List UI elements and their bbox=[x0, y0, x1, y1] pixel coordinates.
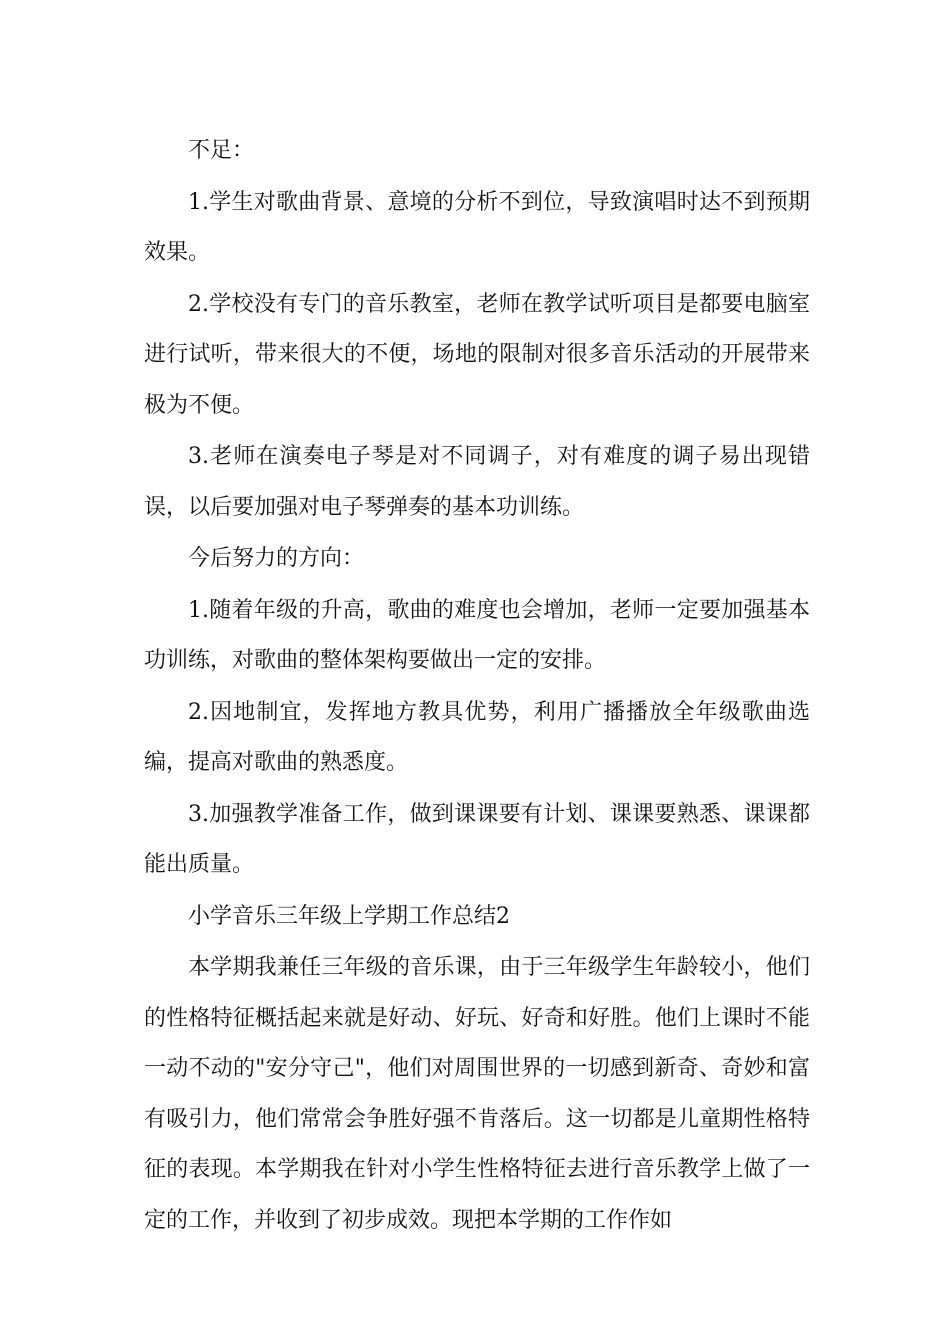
paragraph-shortcoming-3: 3.老师在演奏电子琴是对不同调子，对有难度的调子易出现错误，以后要加强对电子琴弹奏的基本功训练。 bbox=[144, 444, 810, 520]
paragraph-direction-2: 2.因地制宜，发挥地方教具优势，利用广播播放全年级歌曲选编，提高对歌曲的熟悉度。 bbox=[144, 699, 810, 775]
paragraph-shortcoming-1: 1.学生对歌曲背景、意境的分析不到位，导致演唱时达不到预期效果。 bbox=[144, 189, 810, 265]
document-body bbox=[144, 126, 810, 1247]
paragraph-summary-intro: 本学期我兼任三年级的音乐课，由于三年级学生年龄较小，他们的性格特征概括起来就是好动、好玩、好奇和好胜。他们上课时不能一动不动的"安分守己"，他们对周围世界的一切感到新奇、奇妙和富有吸引力，他们常常会争胜好强不肯落后。这一切都是儿童期性格特征的表现。本学期我在针对小学生性格特征去进行音乐教学上做了一定的工作，并收到了初步成效。现把本学期的工作作如 bbox=[144, 955, 810, 1233]
paragraph-direction-3: 3.加强教学准备工作，做到课课要有计划、课课要熟悉、课课都能出质量。 bbox=[144, 801, 810, 877]
section-heading-shortcomings: 不足： bbox=[188, 138, 255, 163]
section-title-summary-2: 小学音乐三年级上学期工作总结2 bbox=[188, 903, 510, 929]
paragraph-direction-1: 1.随着年级的升高，歌曲的难度也会增加，老师一定要加强基本功训练，对歌曲的整体架构要做出一定的安排。 bbox=[144, 597, 810, 673]
paragraph-shortcoming-2: 2.学校没有专门的音乐教室，老师在教学试听项目是都要电脑室进行试听，带来很大的不便，场地的限制对很多音乐活动的开展带来极为不便。 bbox=[144, 291, 810, 418]
section-heading-future-direction: 今后努力的方向： bbox=[188, 546, 365, 571]
